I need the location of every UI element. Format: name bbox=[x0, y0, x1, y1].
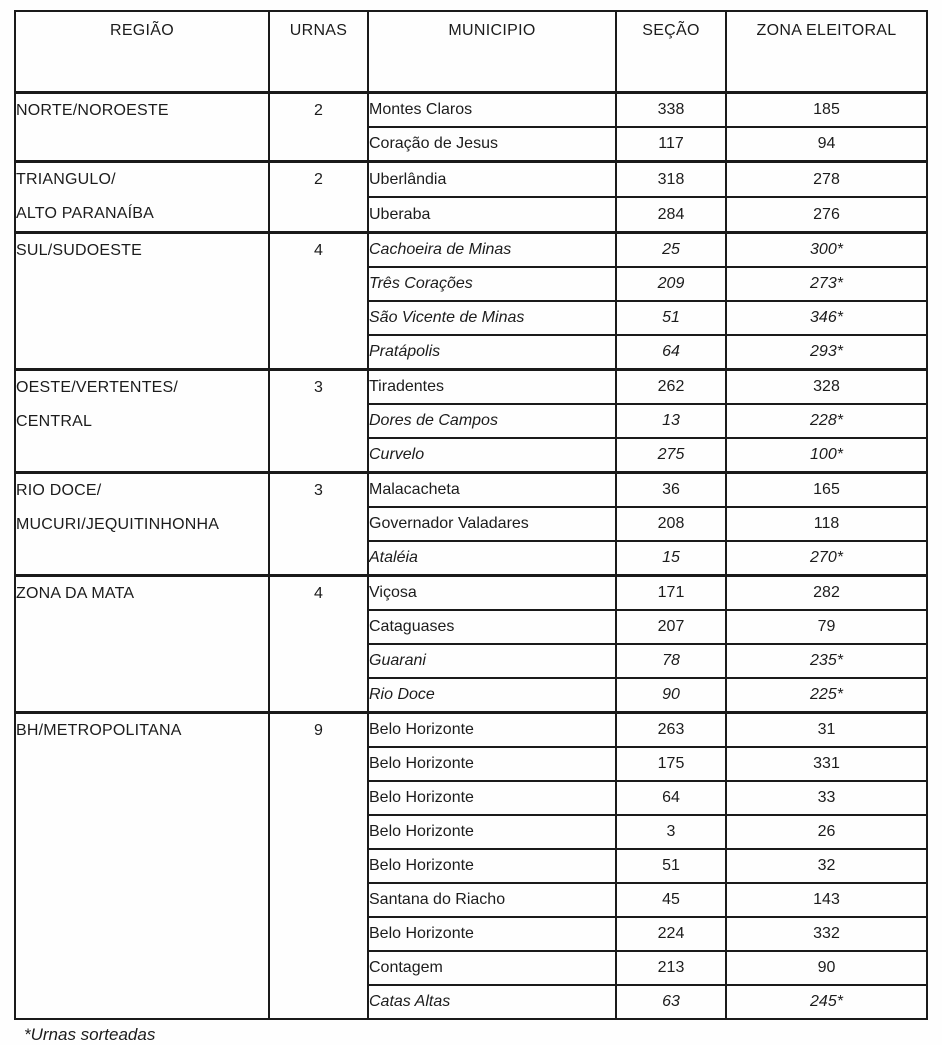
zona-cell: 293* bbox=[726, 335, 927, 370]
secao-cell: 318 bbox=[616, 162, 726, 198]
zona-cell: 118 bbox=[726, 507, 927, 541]
municipio-cell: Belo Horizonte bbox=[368, 781, 616, 815]
region-line: OESTE/VERTENTES/ bbox=[16, 379, 179, 396]
zona-cell: 328 bbox=[726, 370, 927, 405]
municipio-cell: Belo Horizonte bbox=[368, 917, 616, 951]
secao-cell: 13 bbox=[616, 404, 726, 438]
urnas-cell: 2 bbox=[269, 162, 368, 233]
municipio-cell: Belo Horizonte bbox=[368, 815, 616, 849]
table-row bbox=[15, 370, 927, 405]
secao-cell: 224 bbox=[616, 917, 726, 951]
zona-cell: 165 bbox=[726, 473, 927, 508]
zona-cell: 245* bbox=[726, 985, 927, 1019]
secao-cell: 207 bbox=[616, 610, 726, 644]
municipio-cell: Pratápolis bbox=[368, 335, 616, 370]
secao-cell: 338 bbox=[616, 93, 726, 128]
table-row bbox=[15, 713, 927, 748]
region-cell bbox=[15, 713, 269, 1020]
col-header-regiao: REGIÃO bbox=[15, 11, 269, 93]
col-header-municipio: MUNICIPIO bbox=[368, 11, 616, 93]
region-line: BH/METROPOLITANA bbox=[16, 722, 182, 739]
zona-cell: 90 bbox=[726, 951, 927, 985]
secao-cell: 213 bbox=[616, 951, 726, 985]
secao-cell: 63 bbox=[616, 985, 726, 1019]
municipio-cell: Guarani bbox=[368, 644, 616, 678]
municipio-cell: Contagem bbox=[368, 951, 616, 985]
region-line: CENTRAL bbox=[16, 413, 93, 430]
zona-cell: 33 bbox=[726, 781, 927, 815]
table-row bbox=[15, 233, 927, 268]
col-header-secao: SEÇÃO bbox=[616, 11, 726, 93]
secao-cell: 51 bbox=[616, 849, 726, 883]
municipio-cell: Cataguases bbox=[368, 610, 616, 644]
region-line: RIO DOCE/ bbox=[16, 482, 102, 499]
secao-cell: 263 bbox=[616, 713, 726, 748]
zona-cell: 346* bbox=[726, 301, 927, 335]
zona-cell: 282 bbox=[726, 576, 927, 611]
urnas-cell: 3 bbox=[269, 473, 368, 576]
urnas-cell: 3 bbox=[269, 370, 368, 473]
zona-cell: 79 bbox=[726, 610, 927, 644]
secao-cell: 45 bbox=[616, 883, 726, 917]
municipio-cell: Malacacheta bbox=[368, 473, 616, 508]
municipio-cell: Cachoeira de Minas bbox=[368, 233, 616, 268]
table-body bbox=[15, 93, 927, 1020]
zona-cell: 300* bbox=[726, 233, 927, 268]
zona-cell: 228* bbox=[726, 404, 927, 438]
municipio-cell: Montes Claros bbox=[368, 93, 616, 128]
zona-cell: 185 bbox=[726, 93, 927, 128]
region-cell bbox=[15, 370, 269, 473]
secao-cell: 15 bbox=[616, 541, 726, 576]
secao-cell: 36 bbox=[616, 473, 726, 508]
municipio-cell: Dores de Campos bbox=[368, 404, 616, 438]
zona-cell: 278 bbox=[726, 162, 927, 198]
zona-cell: 225* bbox=[726, 678, 927, 713]
zona-cell: 332 bbox=[726, 917, 927, 951]
municipio-cell: Uberaba bbox=[368, 197, 616, 233]
region-cell bbox=[15, 576, 269, 713]
region-cell bbox=[15, 162, 269, 233]
municipio-cell: Uberlândia bbox=[368, 162, 616, 198]
region-line: ZONA DA MATA bbox=[16, 585, 135, 602]
urnas-cell: 4 bbox=[269, 233, 368, 370]
zona-cell: 273* bbox=[726, 267, 927, 301]
municipio-cell: Santana do Riacho bbox=[368, 883, 616, 917]
secao-cell: 117 bbox=[616, 127, 726, 162]
secao-cell: 275 bbox=[616, 438, 726, 473]
secao-cell: 171 bbox=[616, 576, 726, 611]
zona-cell: 270* bbox=[726, 541, 927, 576]
zona-cell: 235* bbox=[726, 644, 927, 678]
secao-cell: 3 bbox=[616, 815, 726, 849]
region-cell bbox=[15, 93, 269, 162]
zona-cell: 100* bbox=[726, 438, 927, 473]
electoral-zones-table bbox=[14, 10, 928, 1020]
table-row bbox=[15, 473, 927, 508]
secao-cell: 25 bbox=[616, 233, 726, 268]
urnas-cell: 4 bbox=[269, 576, 368, 713]
municipio-cell: Curvelo bbox=[368, 438, 616, 473]
municipio-cell: Três Corações bbox=[368, 267, 616, 301]
municipio-cell: Belo Horizonte bbox=[368, 747, 616, 781]
col-header-zona-eleitoral: ZONA ELEITORAL bbox=[726, 11, 927, 93]
municipio-cell: Ataléia bbox=[368, 541, 616, 576]
secao-cell: 90 bbox=[616, 678, 726, 713]
zona-cell: 32 bbox=[726, 849, 927, 883]
municipio-cell: Belo Horizonte bbox=[368, 849, 616, 883]
secao-cell: 209 bbox=[616, 267, 726, 301]
table-row bbox=[15, 576, 927, 611]
region-cell bbox=[15, 233, 269, 370]
municipio-cell: Viçosa bbox=[368, 576, 616, 611]
municipio-cell: Governador Valadares bbox=[368, 507, 616, 541]
region-line: MUCURI/JEQUITINHONHA bbox=[16, 516, 220, 533]
zona-cell: 276 bbox=[726, 197, 927, 233]
col-header-urnas: URNAS bbox=[269, 11, 368, 93]
urnas-cell: 2 bbox=[269, 93, 368, 162]
region-line: SUL/SUDOESTE bbox=[16, 242, 142, 259]
municipio-cell: Coração de Jesus bbox=[368, 127, 616, 162]
region-line: TRIANGULO/ bbox=[16, 171, 116, 188]
secao-cell: 284 bbox=[616, 197, 726, 233]
table-row bbox=[15, 93, 927, 128]
municipio-cell: Tiradentes bbox=[368, 370, 616, 405]
municipio-cell: São Vicente de Minas bbox=[368, 301, 616, 335]
municipio-cell: Belo Horizonte bbox=[368, 713, 616, 748]
zona-cell: 31 bbox=[726, 713, 927, 748]
secao-cell: 208 bbox=[616, 507, 726, 541]
urnas-cell: 9 bbox=[269, 713, 368, 1020]
secao-cell: 51 bbox=[616, 301, 726, 335]
zona-cell: 26 bbox=[726, 815, 927, 849]
secao-cell: 175 bbox=[616, 747, 726, 781]
header-row bbox=[15, 11, 927, 93]
footnote-urnas-sorteadas: *Urnas sorteadas bbox=[24, 1025, 156, 1044]
region-line: ALTO PARANAÍBA bbox=[16, 205, 154, 222]
zona-cell: 94 bbox=[726, 127, 927, 162]
region-cell bbox=[15, 473, 269, 576]
secao-cell: 64 bbox=[616, 335, 726, 370]
zona-cell: 331 bbox=[726, 747, 927, 781]
table-header bbox=[15, 11, 927, 93]
secao-cell: 262 bbox=[616, 370, 726, 405]
region-line: NORTE/NOROESTE bbox=[16, 102, 169, 119]
secao-cell: 64 bbox=[616, 781, 726, 815]
secao-cell: 78 bbox=[616, 644, 726, 678]
table-row bbox=[15, 162, 927, 198]
municipio-cell: Rio Doce bbox=[368, 678, 616, 713]
zona-cell: 143 bbox=[726, 883, 927, 917]
municipio-cell: Catas Altas bbox=[368, 985, 616, 1019]
